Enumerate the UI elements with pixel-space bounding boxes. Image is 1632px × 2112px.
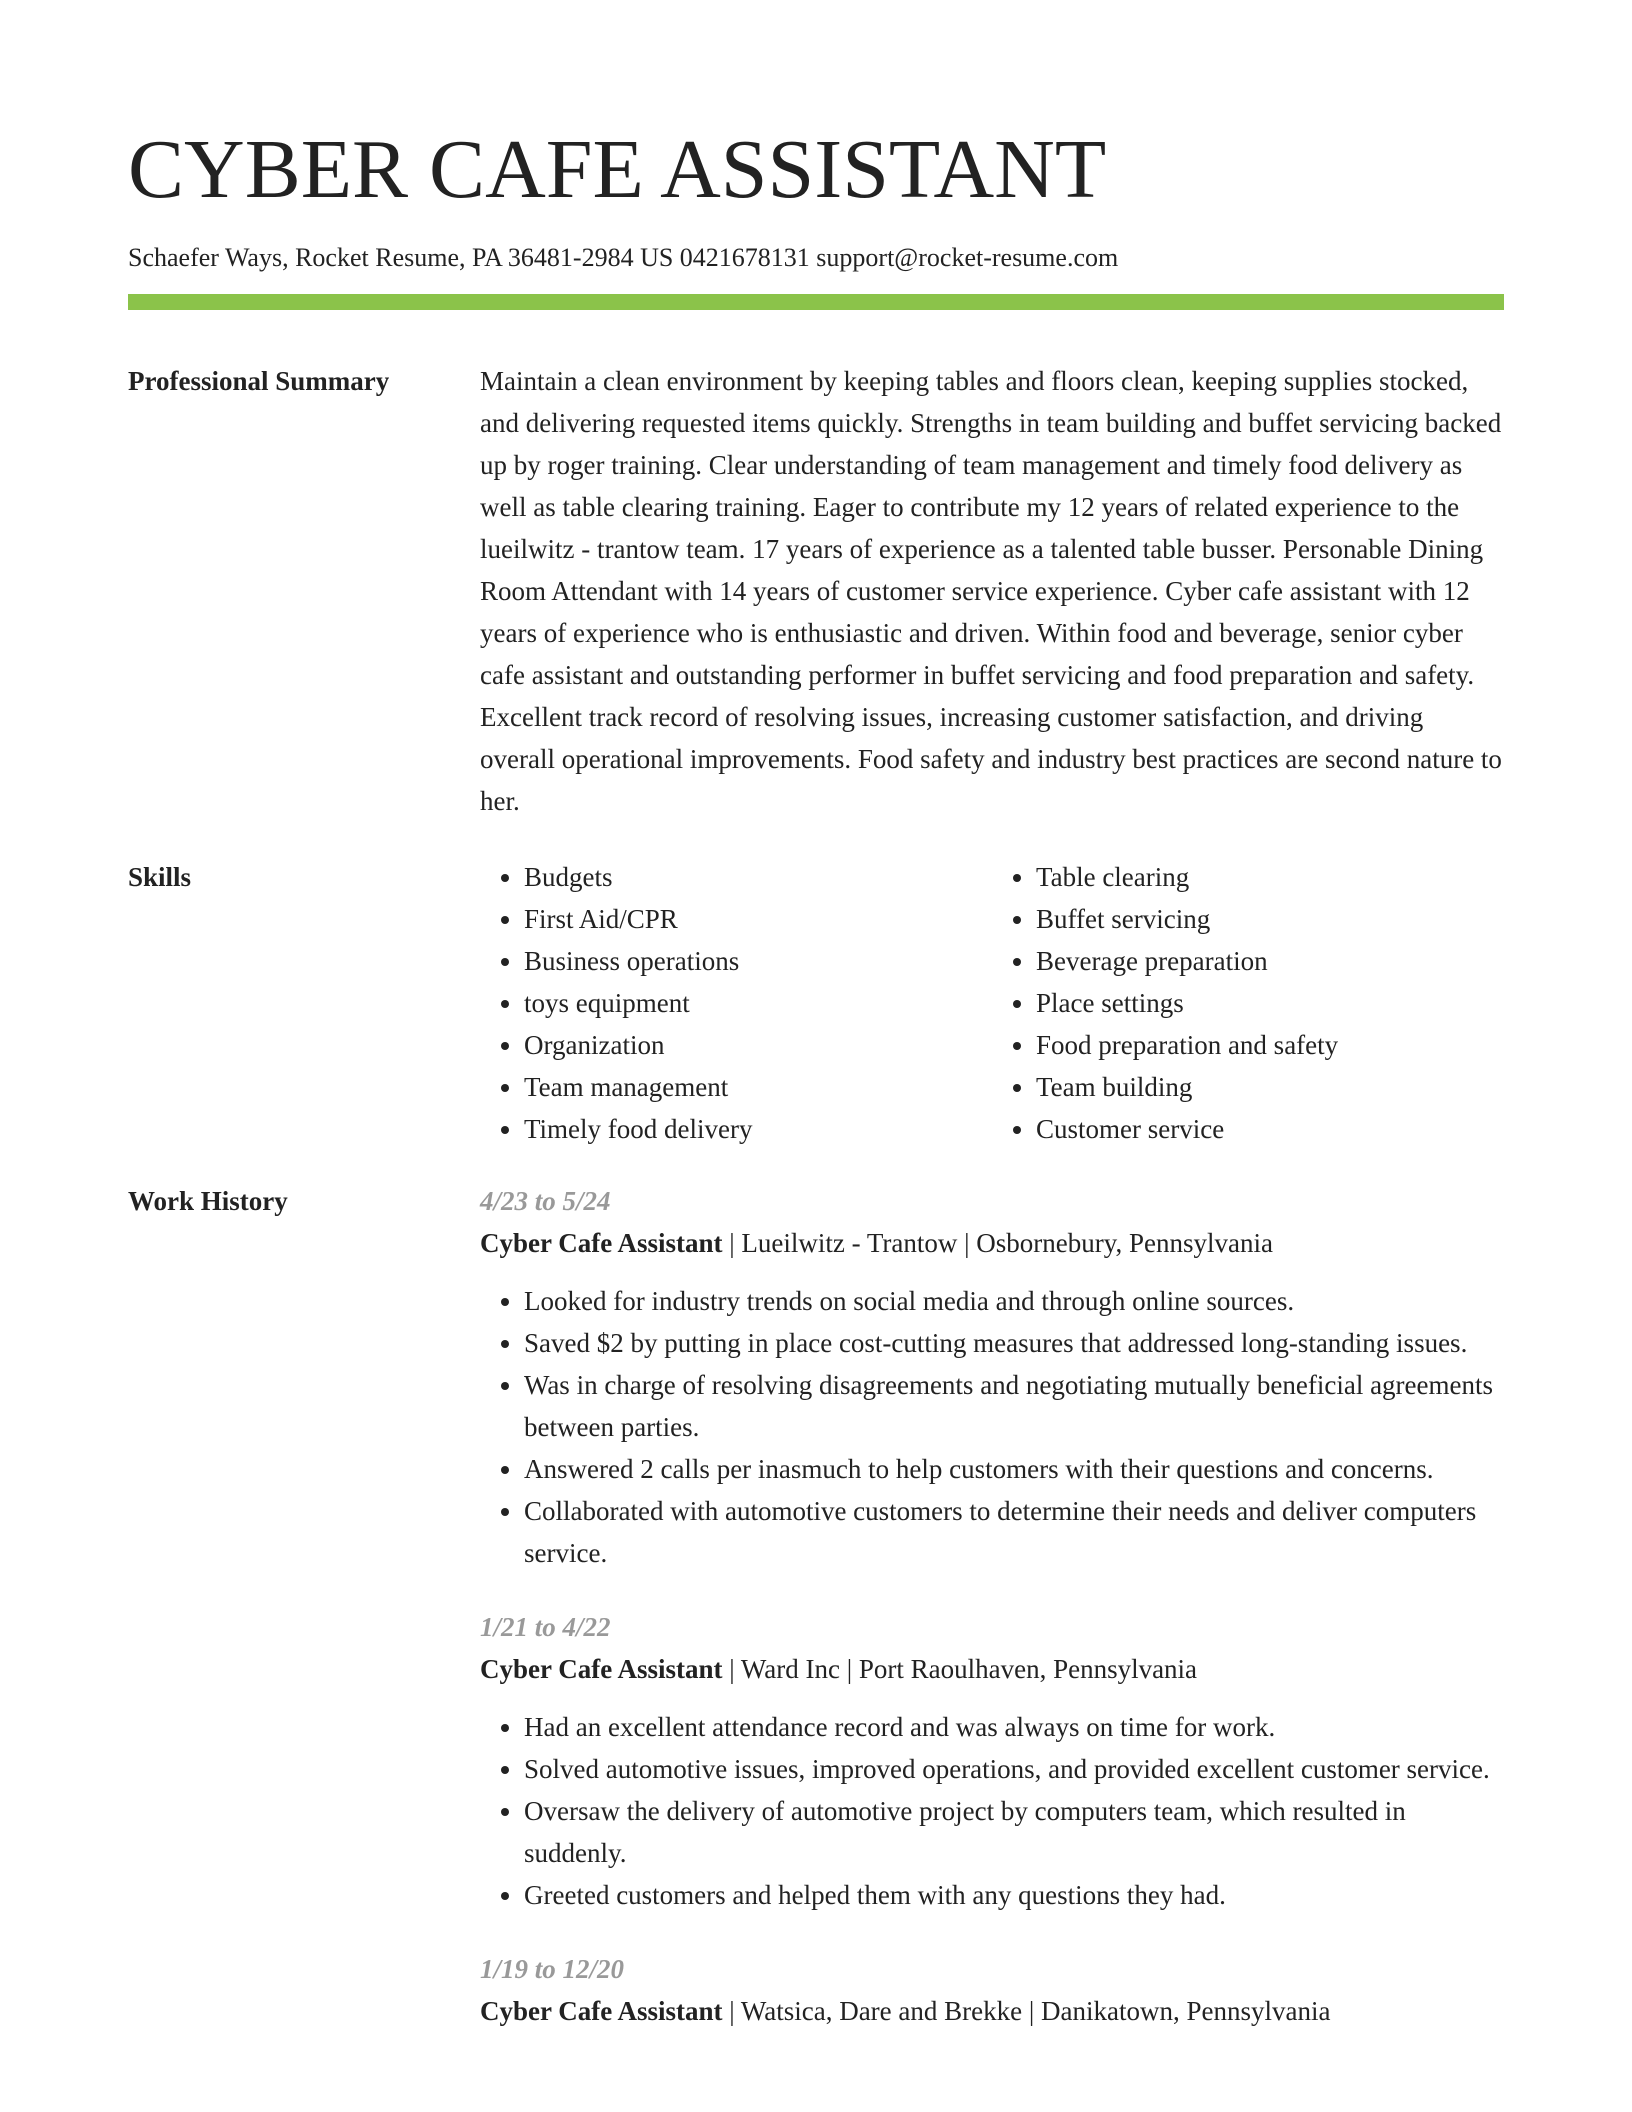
- summary-section: [128, 360, 1504, 822]
- skill-item: • Food preparation and safety: [1036, 1024, 1504, 1066]
- summary-body: [480, 360, 1504, 822]
- job-entry: [480, 1606, 1504, 1916]
- job-title: Cyber Cafe Assistant: [480, 1654, 723, 1684]
- job-title: Cyber Cafe Assistant: [480, 1228, 723, 1258]
- resume-name-heading: CYBER CAFE ASSISTANT: [128, 123, 1107, 216]
- skills-column-right: [992, 856, 1504, 1150]
- skill-item: • Organization: [524, 1024, 992, 1066]
- skill-item: • toys equipment: [524, 982, 992, 1024]
- job-bullet-list: [480, 1280, 1504, 1574]
- job-entry: [480, 1948, 1504, 2032]
- work-history-body: [480, 1180, 1504, 2032]
- skills-grid: [480, 856, 1504, 1150]
- skill-item: • Team management: [524, 1066, 992, 1108]
- accent-divider: [128, 294, 1504, 310]
- job-bullet: • Looked for industry trends on social media and through online sources.: [524, 1280, 1504, 1322]
- job-bullet: • Solved automotive issues, improved operations, and provided excellent customer service.: [524, 1748, 1504, 1790]
- resume-page: [128, 0, 1504, 2032]
- job-bullet: • Greeted customers and helped them with any questions they had.: [524, 1874, 1504, 1916]
- job-heading: [480, 1990, 1504, 2032]
- job-details: | Lueilwitz - Trantow | Osbornebury, Pennsylvania: [722, 1228, 1273, 1258]
- skill-item: • Place settings: [1036, 982, 1504, 1024]
- job-date: 4/23 to 5/24: [480, 1186, 611, 1216]
- job-date: 1/21 to 4/22: [480, 1612, 611, 1642]
- skill-item: • Business operations: [524, 940, 992, 982]
- skill-item: • Timely food delivery: [524, 1108, 992, 1150]
- work-history-section: [128, 1180, 1504, 2032]
- job-title: Cyber Cafe Assistant: [480, 1996, 723, 2026]
- skill-item: • Table clearing: [1036, 856, 1504, 898]
- work-history-label: Work History: [128, 1186, 288, 1216]
- job-heading: [480, 1648, 1504, 1690]
- skills-section: [128, 856, 1504, 1150]
- skill-item: • Buffet servicing: [1036, 898, 1504, 940]
- job-bullet: • Answered 2 calls per inasmuch to help customers with their questions and concerns.: [524, 1448, 1504, 1490]
- job-entry: [480, 1180, 1504, 1574]
- job-details: | Watsica, Dare and Brekke | Danikatown, Pennsylvania: [722, 1996, 1331, 2026]
- skill-item: • Budgets: [524, 856, 992, 898]
- job-details: | Ward Inc | Port Raoulhaven, Pennsylvania: [722, 1654, 1198, 1684]
- job-bullet: • Collaborated with automotive customers to determine their needs and deliver computers service.: [524, 1490, 1504, 1574]
- job-bullet: • Was in charge of resolving disagreements and negotiating mutually beneficial agreements between parties.: [524, 1364, 1504, 1448]
- job-date: 1/19 to 12/20: [480, 1954, 625, 1984]
- skill-item: • Beverage preparation: [1036, 940, 1504, 982]
- skill-item: • Team building: [1036, 1066, 1504, 1108]
- job-bullet: • Had an excellent attendance record and was always on time for work.: [524, 1706, 1504, 1748]
- job-heading: [480, 1222, 1504, 1264]
- job-bullet-list: [480, 1706, 1504, 1916]
- skill-item: • Customer service: [1036, 1108, 1504, 1150]
- skills-label: Skills: [128, 862, 192, 892]
- job-bullet: • Saved $2 by putting in place cost-cutting measures that addressed long-standing issues.: [524, 1322, 1504, 1364]
- skill-item: • First Aid/CPR: [524, 898, 992, 940]
- summary-text: Maintain a clean environment by keeping tables and floors clean, keeping supplies stocked, and delivering requested items quickly. Strengths in team building and buffet servicing backed up by roger training. Clear understanding of team management and timely food delivery as well as table clearing training. Eager to contribute my 12 years of related experience to the lueilwitz - trantow team. 17 years of experience as a talented table busser. Personable Dining Room Attendant with 14 years of customer service experience. Cyber cafe assistant with 12 years of experience who is enthusiastic and driven. Within food and beverage, senior cyber cafe assistant and outstanding performer in buffet servicing and food preparation and safety. Excellent track record of resolving issues, increasing customer satisfaction, and driving overall operational improvements. Food safety and industry best practices are second nature to her.: [480, 366, 1502, 816]
- skills-column-left: [480, 856, 992, 1150]
- summary-label: Professional Summary: [128, 366, 390, 396]
- contact-info: Schaefer Ways, Rocket Resume, PA 36481-2984 US 0421678131 support@rocket-resume.com: [128, 243, 1119, 272]
- job-bullet: • Oversaw the delivery of automotive project by computers team, which resulted in suddenly.: [524, 1790, 1504, 1874]
